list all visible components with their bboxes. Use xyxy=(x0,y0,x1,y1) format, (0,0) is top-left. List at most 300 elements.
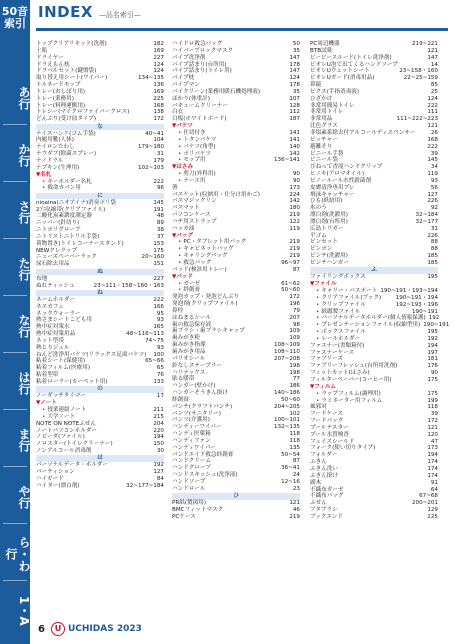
entry-page: 91 xyxy=(430,479,438,486)
entry-page: 109 xyxy=(289,328,300,335)
entry-page: 134~135 xyxy=(137,75,164,82)
index-entry xyxy=(36,165,164,172)
entry-page: 88 xyxy=(430,239,438,246)
entry-label: 歯みがき指導 xyxy=(172,342,206,349)
entry-page: 174 xyxy=(427,459,438,466)
entry-label: 広島トリガー xyxy=(310,225,344,232)
entry-label: バスケット(収納用・仕分け用かご) xyxy=(172,191,260,198)
bullet-icon: • xyxy=(316,288,320,295)
entry-label: ナプキン(生理用) xyxy=(36,164,80,171)
entry-label: フェイスシールド xyxy=(310,438,355,445)
index-entry xyxy=(172,96,300,103)
entry-page: 200~201 xyxy=(411,500,438,507)
index-entry xyxy=(310,185,438,192)
index-entry xyxy=(310,55,438,62)
entry-page: 136~141 xyxy=(273,157,300,164)
kana-section-header: の xyxy=(36,386,164,393)
index-entry xyxy=(310,178,438,185)
entry-page: 190~191 xyxy=(411,308,438,315)
entry-page: 176 xyxy=(427,363,438,370)
entry-page: 92 xyxy=(430,205,438,212)
entry-page: 138 xyxy=(153,109,164,116)
entry-label: トレー(おしぼり用) xyxy=(36,88,86,95)
entry-label: ピンポン xyxy=(310,246,333,253)
index-entry xyxy=(172,185,300,192)
entry-label: ふせん xyxy=(310,500,327,507)
category-heading: ▼名札 xyxy=(36,171,52,178)
entry-page: 178 xyxy=(289,61,300,68)
entry-label: 飛沫キャッチャー xyxy=(310,191,355,198)
index-subtitle: —品名索引— xyxy=(98,11,141,19)
entry-label: ナース用 xyxy=(183,177,206,184)
index-entry xyxy=(172,349,300,356)
entry-page: 196 xyxy=(289,301,300,308)
entry-label: トップクリアリキッド(洗剤) xyxy=(36,41,107,47)
category-row xyxy=(172,164,300,171)
entry-label: 発泡カップ・発泡どんぶり xyxy=(172,294,240,301)
category-heading: ▼バケツ xyxy=(172,123,194,130)
entry-page: 124 xyxy=(153,68,164,75)
index-entry xyxy=(36,421,164,428)
entry-label: 白板(ホワイトボード) xyxy=(172,116,227,123)
entry-page: 12~16 xyxy=(281,479,300,485)
index-entry xyxy=(172,363,300,370)
index-entry xyxy=(36,372,164,379)
entry-page: 168 xyxy=(427,136,438,143)
entry-page: 168 xyxy=(153,102,164,109)
bullet-icon: • xyxy=(178,239,182,246)
sidebar-tab[interactable]: や行 xyxy=(17,485,31,509)
entry-page: 207 xyxy=(289,314,300,321)
index-subentry xyxy=(172,137,300,144)
bullet-icon: • xyxy=(178,129,182,136)
entry-page: 191 xyxy=(153,206,164,213)
entry-label: フードパック xyxy=(310,418,344,425)
entry-label: フィルターペーパー(コーヒー用) xyxy=(310,377,392,383)
entry-label: ハッカ油 xyxy=(172,225,195,232)
entry-page: 108~110 xyxy=(273,348,300,355)
entry-page: 85 xyxy=(430,82,438,89)
entry-label: ラップフィルム(調理用) xyxy=(321,390,381,397)
entry-page: 141 xyxy=(289,136,300,143)
entry-label: パンツ(サニタリー) xyxy=(172,410,221,417)
index-entry xyxy=(36,241,164,248)
entry-label: ノーダッチタイマー xyxy=(36,393,86,400)
entry-page: 100 xyxy=(153,351,164,358)
bullet-icon: • xyxy=(178,171,182,178)
sidebar-divider xyxy=(3,523,27,524)
index-entry xyxy=(310,212,438,219)
sidebar-divider xyxy=(3,124,27,125)
entry-label: ビオレUウェットシート xyxy=(310,68,370,75)
entry-label: ナウダブ(除菌スプレー) xyxy=(36,151,97,158)
entry-page: 220 xyxy=(153,427,164,434)
entry-page: 90 xyxy=(292,177,300,184)
entry-label: 仕切付き xyxy=(183,129,206,136)
entry-label: ピンセット xyxy=(310,239,338,246)
entry-page: 109 xyxy=(289,335,300,342)
sidebar-divider xyxy=(3,409,27,410)
entry-page: 119 xyxy=(427,171,438,178)
entry-page: 111~222~223 xyxy=(396,116,438,123)
index-entry xyxy=(310,82,438,89)
entry-page: 181 xyxy=(427,356,438,363)
index-entry xyxy=(172,356,300,363)
entry-page: 219 xyxy=(289,239,300,246)
index-entry xyxy=(36,96,164,103)
entry-page: 39 xyxy=(430,150,438,157)
entry-label: ハリナックス xyxy=(172,369,206,376)
entry-label: 救急バッグ xyxy=(183,260,212,266)
index-subentry xyxy=(310,295,438,302)
entry-label: パイプ枕 xyxy=(172,75,195,82)
entry-label: ノートパソコンホルダー xyxy=(36,427,97,434)
index-entry xyxy=(36,89,164,96)
entry-page: 195 xyxy=(427,274,438,281)
entry-page: 142 xyxy=(289,198,300,205)
entry-label: バスマット xyxy=(172,205,200,212)
entry-page: 219 xyxy=(289,253,300,260)
entry-label: キャリングバッグ xyxy=(183,253,228,260)
entry-page: 121 xyxy=(427,424,438,431)
index-entry xyxy=(310,432,438,439)
entry-label: ファブリーフレッシュ(台所用洗剤) xyxy=(310,363,398,370)
entry-page: 35 xyxy=(292,88,300,95)
entry-label: キーホルダー名札 xyxy=(47,178,92,185)
entry-label: ドライヤー xyxy=(36,54,64,61)
entry-page: 31 xyxy=(430,225,438,232)
entry-page: 226 xyxy=(427,198,438,205)
entry-label: 非常用簡易トイレ xyxy=(310,102,355,109)
bullet-icon: • xyxy=(316,390,320,397)
entry-label: 剪刀(外科用) xyxy=(183,171,216,178)
entry-label: 歯ブラシ・歯ブラシキャップ xyxy=(172,328,245,335)
entry-page: 121 xyxy=(289,500,300,507)
index-entry xyxy=(310,144,438,151)
bullet-icon: • xyxy=(178,143,182,150)
index-entry xyxy=(310,418,438,425)
entry-label: パイプ話まり(台所用) xyxy=(172,61,227,68)
entry-label: 内履用靴(人体) xyxy=(36,137,74,144)
entry-label: ピッチャー xyxy=(310,136,338,143)
index-entry xyxy=(310,41,438,48)
entry-label: 熱さまシートこども用 xyxy=(36,317,92,324)
entry-label: プール水質検査 xyxy=(310,431,349,438)
index-subentry xyxy=(310,336,438,343)
kana-section-header: に xyxy=(36,193,164,200)
entry-label: ハンドソープ xyxy=(172,479,206,485)
entry-label: ハンガーそうきん掛け xyxy=(172,390,228,397)
entry-page: 32~177 xyxy=(415,218,438,225)
index-entry xyxy=(172,48,300,55)
index-entry xyxy=(36,158,164,165)
entry-page: 118 xyxy=(289,437,300,444)
entry-label: PR紙(製図用) xyxy=(172,500,206,507)
entry-label-wrap xyxy=(310,302,366,309)
entry-label: 粘着型帯 xyxy=(36,372,59,379)
entry-page: 227 xyxy=(153,275,164,282)
bullet-icon: • xyxy=(42,178,46,185)
index-entry xyxy=(310,226,438,233)
entry-page: 34 xyxy=(430,164,438,171)
entry-page: 169 xyxy=(153,47,164,54)
entry-page: 178 xyxy=(289,82,300,89)
index-column-3 xyxy=(310,41,450,521)
entry-label-wrap xyxy=(310,288,377,295)
entry-label: ふきん xyxy=(310,459,327,466)
entry-label: モップ用 xyxy=(183,157,206,164)
entry-page: 38 xyxy=(156,227,164,234)
index-title: INDEX xyxy=(38,3,93,21)
entry-label: パリオシール xyxy=(172,355,206,362)
index-entry xyxy=(36,261,164,268)
entry-page: 93 xyxy=(430,177,438,184)
entry-label: 氷のう xyxy=(310,205,327,212)
entry-page: 186 xyxy=(289,383,300,390)
entry-label: 救命カバン用 xyxy=(47,185,81,192)
entry-page: 215 xyxy=(153,413,164,420)
entry-page: 185 xyxy=(427,260,438,266)
title-rule xyxy=(36,28,448,31)
index-entry xyxy=(310,260,438,267)
bullet-icon: • xyxy=(42,413,46,420)
entry-label: バッド(検診用トレー) xyxy=(172,266,227,273)
index-entry xyxy=(172,514,300,521)
entry-page: 190~191・193~194 xyxy=(380,288,438,295)
sidebar-tab[interactable]: 1・A xyxy=(17,596,31,626)
sidebar-tab[interactable]: か行 xyxy=(17,143,31,167)
entry-page: 133 xyxy=(153,378,164,385)
page-number: 6 xyxy=(38,623,45,635)
entry-page: 61~62 xyxy=(281,280,300,287)
entry-label: ハンドスキッシュ(洗浄液) xyxy=(172,472,238,479)
index-entry xyxy=(172,383,300,390)
sidebar-tab[interactable]: あ行 xyxy=(17,86,31,110)
entry-label: ふきん洗い xyxy=(310,465,338,472)
entry-label: 粘着フィルム(医療用) xyxy=(36,365,91,372)
entry-page: 111 xyxy=(427,109,438,116)
index-subentry xyxy=(172,260,300,267)
entry-label: パンドエイド救急絆創膏 xyxy=(172,451,234,458)
entry-page: 194 xyxy=(427,452,438,459)
entry-page: 204 xyxy=(153,420,164,427)
entry-label-wrap xyxy=(36,185,81,192)
category-heading: ▼はさみ xyxy=(172,164,194,171)
entry-page: 222 xyxy=(427,102,438,109)
entry-page: 124 xyxy=(427,95,438,102)
entry-label: ニューズペーパーラック xyxy=(36,254,97,261)
entry-label: パーティション xyxy=(36,469,75,476)
entry-page: 150 xyxy=(153,441,164,448)
entry-page: 173 xyxy=(427,445,438,452)
index-entry xyxy=(36,304,164,311)
entry-page: 219~221 xyxy=(411,41,438,47)
index-entry xyxy=(310,164,438,171)
index-entry xyxy=(172,500,300,507)
entry-label: 白衣 xyxy=(172,109,184,116)
entry-page: 36~41 xyxy=(281,465,300,472)
entry-label: ハチ用ストラップ xyxy=(172,218,217,225)
entry-page: 174 xyxy=(427,465,438,472)
entry-page: 194 xyxy=(153,434,164,441)
index-subentry xyxy=(36,407,164,414)
entry-label: 紙綴製ファイル xyxy=(321,308,361,315)
bullet-icon: • xyxy=(316,397,320,404)
entry-page: 219 xyxy=(289,212,300,219)
sidebar-divider xyxy=(3,352,27,353)
entry-label: ビオレU泡で出てくるハンドソープ xyxy=(310,61,398,68)
sidebar-tab[interactable]: は行 xyxy=(17,371,31,395)
entry-label: 鼻鏡 xyxy=(310,82,322,89)
sidebar-tab[interactable]: た行 xyxy=(17,257,31,281)
index-entry xyxy=(310,466,438,473)
entry-page: 190~191・194 xyxy=(395,294,438,301)
entry-page: 198 xyxy=(289,369,300,376)
bullet-icon: • xyxy=(42,407,46,413)
entry-label: ねんど洗浄用バケツ(リラックス足湯バケツ) xyxy=(36,351,147,358)
kana-section-header: は xyxy=(36,455,164,462)
entry-label: キャリー・パスポート xyxy=(321,288,378,295)
entry-label: 箸 xyxy=(172,184,178,191)
entry-label: 熱中症対策用品 xyxy=(36,331,76,338)
index-entry xyxy=(172,431,300,438)
entry-page: 219 xyxy=(289,246,300,253)
index-entry xyxy=(36,276,164,283)
category-heading: ▼ノート xyxy=(36,400,57,407)
entry-page: 77 xyxy=(292,376,300,383)
bullet-icon: • xyxy=(178,253,182,260)
sidebar-tab[interactable]: ま行 xyxy=(17,428,31,452)
entry-page: 194 xyxy=(427,342,438,349)
index-entry xyxy=(172,41,300,48)
entry-page: 135 xyxy=(289,444,300,451)
entry-label: NEWクレラップ xyxy=(36,247,78,254)
entry-page: 225 xyxy=(153,95,164,102)
index-subentry xyxy=(172,178,300,185)
entry-label: 非常用品 xyxy=(310,116,333,123)
entry-label: ネックウォーラー xyxy=(36,310,81,317)
bullet-icon: • xyxy=(316,301,320,308)
entry-label: 歯みがき用品 xyxy=(172,348,206,355)
index-entry xyxy=(36,331,164,338)
index-entry xyxy=(172,315,300,322)
index-entry xyxy=(310,473,438,480)
index-subentry xyxy=(310,288,438,295)
entry-label: ガーゼ xyxy=(183,280,200,287)
index-entry xyxy=(310,75,438,82)
entry-label: ハンディ医薬箱 xyxy=(172,431,211,438)
entry-page: 122 xyxy=(289,218,300,225)
sidebar-tab[interactable]: な行 xyxy=(17,314,31,338)
entry-page: 31 xyxy=(156,151,164,158)
entry-label: PC周辺機器 xyxy=(310,41,340,47)
entry-page: 23~111・158~160・163 xyxy=(93,282,164,289)
entry-label: ニトポリグローブ xyxy=(36,227,81,234)
entry-label: ハンドグローブ xyxy=(172,465,211,472)
entry-page: 172 xyxy=(153,116,164,123)
sidebar-divider xyxy=(3,580,27,581)
entry-label: ハンガー(壁かけ) xyxy=(172,383,216,390)
sidebar-tab[interactable]: ら・わ行 xyxy=(4,536,31,572)
entry-label: ニッパー(針切り) xyxy=(36,220,80,227)
entry-label: はねまるシール xyxy=(172,314,212,321)
entry-label: 漂白剤(台所用) xyxy=(310,218,348,225)
index-subentry xyxy=(36,185,164,192)
sidebar-divider xyxy=(3,295,27,296)
entry-page: 180 xyxy=(289,205,300,212)
entry-page: 120 xyxy=(427,431,438,438)
index-entry xyxy=(172,486,300,493)
entry-label: ヒノキ(アロマオイル) xyxy=(310,171,365,178)
entry-page: 175 xyxy=(153,247,164,254)
index-entry xyxy=(310,198,438,205)
entry-page: 14 xyxy=(430,61,438,68)
entry-label: 風邪対 xyxy=(310,404,327,411)
sidebar-header-label: 50音索引 xyxy=(1,5,29,30)
entry-page: 56 xyxy=(430,184,438,191)
entry-page: 192 xyxy=(428,315,440,322)
kana-section-header: な xyxy=(36,124,164,131)
brand-name: UCHIDAS 2023 xyxy=(67,624,142,634)
entry-page: 96~97 xyxy=(281,260,300,266)
bullet-icon: • xyxy=(178,280,182,287)
index-entry xyxy=(36,82,164,89)
entry-page: 198 xyxy=(289,362,300,369)
entry-page: 147 xyxy=(427,54,438,61)
category-row xyxy=(310,384,438,391)
entry-label: ネームホルダー xyxy=(36,296,75,303)
entry-label-wrap xyxy=(172,130,206,137)
entry-page: 185 xyxy=(427,253,438,260)
bullet-icon: • xyxy=(316,329,320,336)
index-subentry xyxy=(310,302,438,309)
index-subentry xyxy=(172,253,300,260)
entry-label: PC・タブレット用バッグ xyxy=(183,239,247,246)
entry-label: 歯の救急保存液 xyxy=(172,321,212,328)
entry-label: 2穴収縮帯(クリアファイル) xyxy=(36,206,106,213)
entry-page: 98 xyxy=(292,321,300,328)
entry-label: ネスカフェ xyxy=(36,303,64,310)
index-entry xyxy=(36,48,164,55)
entry-label: 比色グラス xyxy=(310,123,338,130)
sidebar-tab[interactable]: さ行 xyxy=(17,200,31,224)
entry-label: プレゼンテーションファイル(収縮型用) xyxy=(321,322,421,329)
entry-label: 荷物置き(トイレコーナースタンド) xyxy=(36,240,124,247)
entry-page: 112 xyxy=(289,109,300,116)
entry-page: 74~75 xyxy=(145,337,164,344)
entry-page: 65~66 xyxy=(145,358,164,365)
entry-page: 50~54 xyxy=(281,451,300,458)
entry-label: ファスナーケース xyxy=(310,349,355,356)
entry-label: ネット型帯 xyxy=(36,337,64,344)
index-entry xyxy=(310,253,438,260)
entry-page: 227 xyxy=(153,54,164,61)
entry-page: 121 xyxy=(427,123,438,130)
entry-page: 25 xyxy=(430,88,438,95)
entry-page: 136 xyxy=(153,82,164,89)
entry-page: 39 xyxy=(430,411,438,418)
index-entry xyxy=(36,55,164,62)
entry-page: 151 xyxy=(153,261,164,268)
entry-label: トタンバケツ xyxy=(183,136,217,143)
category-heading: ▼ファイル xyxy=(310,281,337,288)
entry-label: 熱とりジェル xyxy=(36,344,70,351)
entry-page: 204~205 xyxy=(273,403,300,410)
entry-page: 40~41 xyxy=(145,130,164,137)
entry-page: 175 xyxy=(427,377,438,383)
entry-label: ふきん掛け xyxy=(310,472,338,479)
entry-label: ピノールール水性殺菌剤 xyxy=(310,177,372,184)
